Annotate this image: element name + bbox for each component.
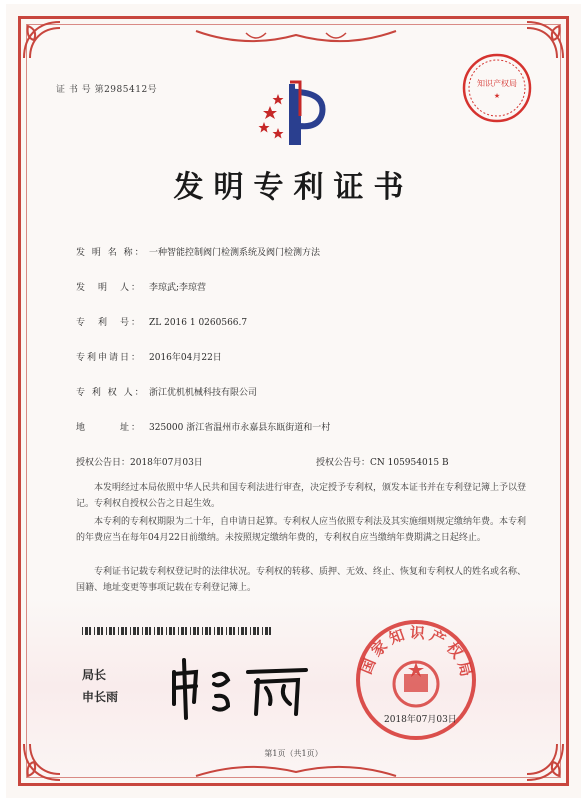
corner-ornament-bottom-right	[521, 738, 567, 784]
seal-date: 2018年07月03日	[384, 715, 457, 725]
seal-text: 国家知识产权局	[356, 623, 477, 683]
handwritten-signature	[166, 652, 316, 722]
field-invention-name	[76, 245, 320, 258]
field-patent-number	[76, 315, 247, 328]
patent-office-emblem	[256, 76, 346, 146]
field-application-date	[76, 350, 222, 363]
paragraph-registration: 专利证书记载专利权登记时的法律状况。专利权的转移、质押、无效、终止、恢复和专利权人的姓名或名称、国籍、地址变更等事项记载在专利登记簿上。	[76, 567, 527, 593]
field-value: 李琼武;李琼营	[149, 283, 207, 293]
field-label: 发 明 人：	[76, 283, 143, 293]
paragraph-grant: 本发明经过本局依照中华人民共和国专利法进行审查，决定授予专利权，颁发本证书并在专利登记簿上予以登记。专利权自授权公告之日起生效。	[76, 483, 527, 509]
barcode	[82, 620, 272, 628]
field-value: 2016年04月22日	[149, 353, 222, 363]
corner-ornament-top-left	[20, 18, 66, 64]
field-patentee	[76, 385, 257, 398]
certificate-number: 证 书 号 第2985412号	[56, 85, 158, 95]
field-label: 发 明 名 称：	[76, 248, 146, 258]
field-label: 专 利 权 人：	[76, 388, 146, 398]
top-right-seal	[461, 52, 533, 124]
signatory-name: 申长雨	[82, 690, 119, 704]
announcement-number: 授权公告号：CN 105954015 B	[316, 458, 449, 468]
field-value: 一种智能控制阀门检测系统及阀门检测方法	[149, 248, 321, 258]
field-address	[76, 420, 330, 433]
top-ornament	[186, 25, 406, 51]
signatory-title: 局长	[82, 668, 107, 682]
field-label: 专 利 号：	[76, 318, 143, 328]
field-inventor	[76, 280, 206, 293]
field-value: 浙江优机机械科技有限公司	[149, 388, 258, 398]
page-title: 发明专利证书	[173, 170, 414, 205]
bottom-ornament	[186, 760, 406, 780]
announcement-date: 授权公告日：2018年07月03日	[76, 458, 203, 468]
field-label: 专利申请日：	[76, 353, 143, 363]
patent-certificate	[6, 4, 581, 798]
page-number: 第1页（共1页）	[264, 749, 323, 758]
corner-ornament-bottom-left	[20, 738, 66, 784]
field-label: 地 址：	[76, 423, 143, 433]
paragraph-term: 本专利的专利权期限为二十年，自申请日起算。专利权人应当依照专利法及其实施细则规定缴纳年费。本专利的年费应当在每年04月22日前缴纳。未按照规定缴纳年费的，专利权自应当缴纳年费期满之日起终止。	[76, 517, 527, 543]
svg-text:★: ★	[493, 92, 501, 100]
field-value: ZL 2016 1 0260566.7	[149, 318, 248, 328]
top-seal-text: 知识产权局	[477, 79, 517, 88]
field-value: 325000 浙江省温州市永嘉县东瓯街道和一村	[149, 423, 331, 433]
